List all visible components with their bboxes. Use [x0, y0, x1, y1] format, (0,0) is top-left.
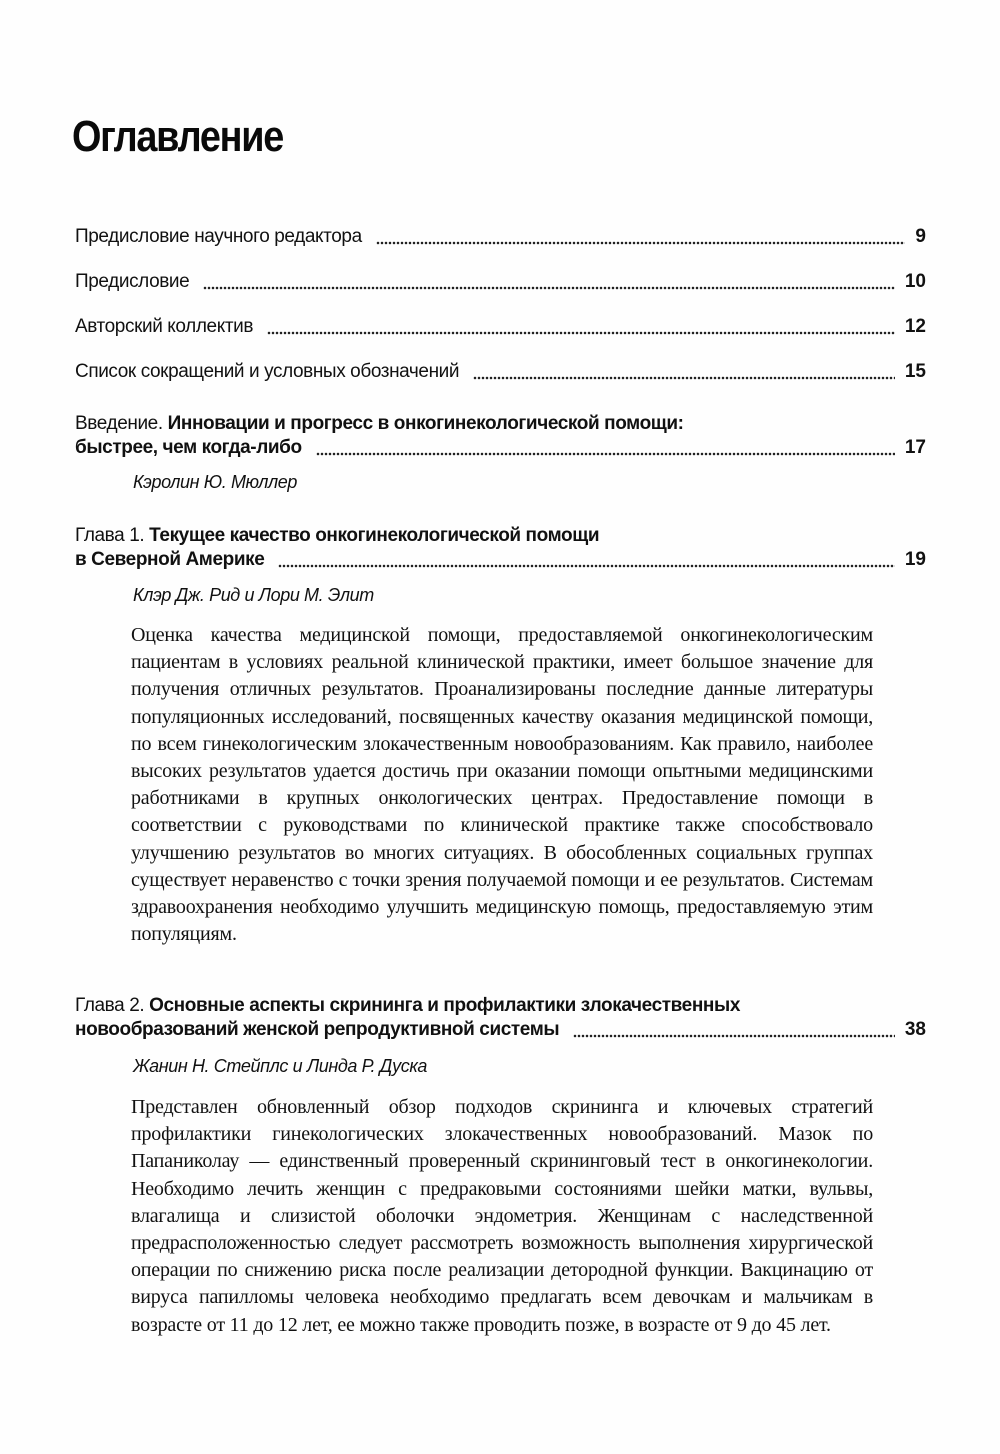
- section-prefix: Введение.: [75, 413, 163, 434]
- chapter-abstract: Представлен обновленный обзор подходов скрининга и ключевых стратегий профилактики гинекологических злокачественных новообразований. Мазок по Папаниколау — единственный проверенный скрининговый тест в онкогинекологии. Необходимо лечить женщин с предраковыми состояниями шейки матки, вульвы, влагалища и слизистой оболочки эндометрия. Женщинам с наследственной предрасположенностью следует рассмотреть возможность выполнения хирургической операции по снижению риска после реализации детородной функции. Вакцинацию от вируса папилломы человека необходимо предлагать всем девочкам и мальчикам в возрасте от 11 до 12 лет, ее можно также проводить позже, в возрасте от 9 до 45 лет.: [131, 1096, 873, 1336]
- toc-entry-authors[interactable]: [75, 316, 926, 342]
- leader-dots: [473, 376, 895, 380]
- toc-entry-chapter-2-line2[interactable]: [75, 1019, 926, 1045]
- section-title-line1: Инновации и прогресс в онкогинекологической помощи:: [167, 413, 684, 434]
- leader-dots: [316, 452, 895, 456]
- page-title: Оглавление: [72, 112, 283, 161]
- chapter-abstract: Оценка качества медицинской помощи, предоставляемой онкогинекологическим пациентам в условиях реальной клинической практики, имеет большое значение для получения отличных результатов. Проанализированы последние данные литературы популяционных исследований, посвященных качеству оказания медицинской помощи, по всем гинекологическим злокачественным новообразованиям. Как правило, наиболее высоких результатов удается достичь при оказании помощи опытными медицинскими работниками в крупных онкологических центрах. Предоставление помощи в соответствии с руководствами по клинической практике также способствовало улучшению результатов во многих ситуациях. В обособленных социальных группах существует неравенство с точки зрения получаемой помощи и ее результатов. Системам здравоохранения необходимо улучшить медицинскую помощь, предоставляемую этим популяциям.: [131, 624, 873, 946]
- leader-dots: [267, 331, 895, 335]
- leader-dots: [573, 1034, 895, 1038]
- chapter-title-line1: Текущее качество онкогинекологической помощи: [149, 525, 600, 546]
- leader-dots: [203, 286, 895, 290]
- chapter-authors: Клэр Дж. Рид и Лори М. Элит: [133, 585, 374, 605]
- chapter-prefix: Глава 2.: [75, 995, 145, 1016]
- toc-entry-abbreviations[interactable]: [75, 361, 926, 387]
- chapter-title-line2: новообразований женской репродуктивной системы: [75, 1019, 560, 1040]
- section-title-line2: быстрее, чем когда-либо: [75, 437, 302, 458]
- toc-entry-introduction[interactable]: [75, 413, 684, 435]
- chapter-authors: Жанин Н. Стейплс и Линда Р. Дуска: [133, 1056, 428, 1076]
- toc-entry-introduction-line2[interactable]: [75, 437, 926, 463]
- toc-page-number: 9: [915, 226, 926, 247]
- toc-page-number: 12: [904, 316, 926, 337]
- toc-entry-label: Предисловие научного редактора: [75, 226, 362, 247]
- toc-entry-label: Авторский коллектив: [75, 316, 254, 337]
- chapter-prefix: Глава 1.: [75, 525, 145, 546]
- toc-entry-chapter-2[interactable]: [75, 995, 740, 1017]
- section-author: Кэролин Ю. Мюллер: [133, 472, 298, 492]
- toc-entry-preface[interactable]: [75, 271, 926, 297]
- toc-page-number: 10: [904, 271, 926, 292]
- toc-page-number: 19: [904, 549, 926, 570]
- toc-entry-chapter-1[interactable]: [75, 525, 599, 547]
- chapter-title-line1: Основные аспекты скрининга и профилактики злокачественных: [149, 995, 740, 1016]
- toc-entry-editor-preface[interactable]: [75, 226, 926, 252]
- toc-entry-label: Предисловие: [75, 271, 190, 292]
- toc-entry-chapter-1-line2[interactable]: [75, 549, 926, 575]
- toc-page-number: 17: [904, 437, 926, 458]
- toc-page-number: 15: [904, 361, 926, 382]
- chapter-title-line2: в Северной Америке: [75, 549, 265, 570]
- toc-page-number: 38: [904, 1019, 926, 1040]
- leader-dots: [376, 241, 906, 245]
- leader-dots: [278, 564, 894, 568]
- toc-entry-label: Список сокращений и условных обозначений: [75, 361, 460, 382]
